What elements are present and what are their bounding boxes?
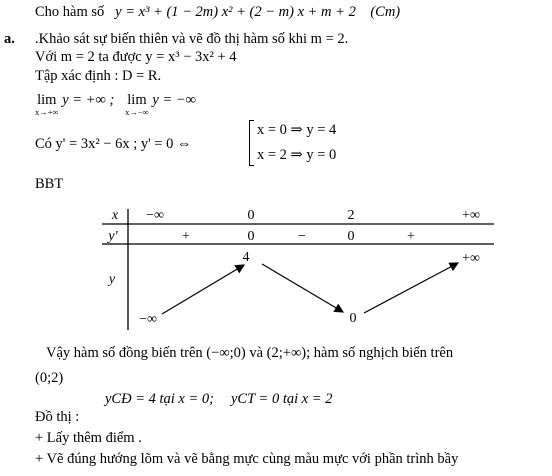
lim2-sub: x→−∞	[125, 107, 149, 117]
row-x-label: x	[111, 208, 119, 223]
graph-title: Đồ thị :	[35, 409, 80, 425]
problem-statement	[35, 4, 400, 21]
problem-prefix: Cho hàm số	[35, 4, 105, 20]
lim1-sub: x→+∞	[35, 107, 59, 117]
lim1-word: lim	[37, 92, 57, 108]
x-value-2: 2	[347, 208, 355, 223]
case-x2: x = 2 ⇒ y = 0	[257, 147, 337, 163]
problem-formula: y = x³ + (1 − 2m) x² + (2 − m) x + m + 2	[115, 4, 356, 20]
bullet-1: + Lấy thêm điểm .	[35, 430, 142, 446]
x-value-0: 0	[247, 208, 255, 223]
part-a-label: a.	[4, 31, 15, 47]
domain-line: Tập xác định : D = R.	[35, 68, 162, 84]
extremum-max: yCĐ = 4 tại x = 0;	[105, 391, 214, 407]
arrow-increasing-1	[162, 265, 244, 314]
arrow-increasing-2	[364, 263, 458, 313]
row-y-label: y	[108, 272, 116, 287]
conclusion-line-1: Vậy hàm số đồng biến trên (−∞;0) và (2;+∞); hàm số nghịch biến trên	[46, 345, 454, 361]
cases-bracket	[249, 120, 250, 166]
y-value-peak: 4	[242, 250, 250, 265]
curve-tag: (Cm)	[370, 4, 401, 20]
yp-sign-2: −	[298, 229, 306, 244]
y-value-valley: 0	[349, 311, 357, 326]
lim2-expr: y = −∞	[152, 92, 196, 108]
cases-bracket-top	[249, 120, 254, 121]
row-yp-label: y'	[108, 229, 118, 244]
lim2-word: lim	[127, 92, 147, 108]
bullet-2: + Vẽ đúng hướng lõm và vẽ bằng mực cùng màu mực với phần trình bầy	[35, 451, 459, 467]
cases-bracket-bottom	[249, 165, 254, 166]
function-with-m: Với m = 2 ta được y = x³ − 3x² + 4	[35, 49, 237, 65]
y-value-neg-inf: −∞	[139, 312, 157, 327]
yp-sign-3: +	[407, 229, 415, 244]
x-value-neg-inf: −∞	[146, 208, 164, 223]
yp-zero-2: 0	[347, 229, 355, 244]
bbt-label: BBT	[35, 176, 64, 192]
yp-zero-1: 0	[247, 229, 255, 244]
derivative-line: Có y' = 3x² − 6x ; y' = 0 ⇔	[35, 136, 192, 152]
x-value-pos-inf: +∞	[462, 208, 480, 223]
yp-sign-1: +	[182, 229, 190, 244]
arrow-decreasing	[262, 264, 343, 312]
extremum-min: yCT = 0 tại x = 2	[231, 391, 333, 407]
part-a-text: .Khảo sát sự biến thiên và vẽ đồ thị hàm số khi m = 2.	[35, 31, 349, 47]
case-x0: x = 0 ⇒ y = 4	[257, 122, 337, 138]
limits-line	[35, 92, 196, 126]
y-value-pos-inf: +∞	[462, 251, 480, 266]
lim1-expr: y = +∞ ;	[62, 92, 115, 108]
conclusion-line-2: (0;2)	[35, 370, 64, 386]
